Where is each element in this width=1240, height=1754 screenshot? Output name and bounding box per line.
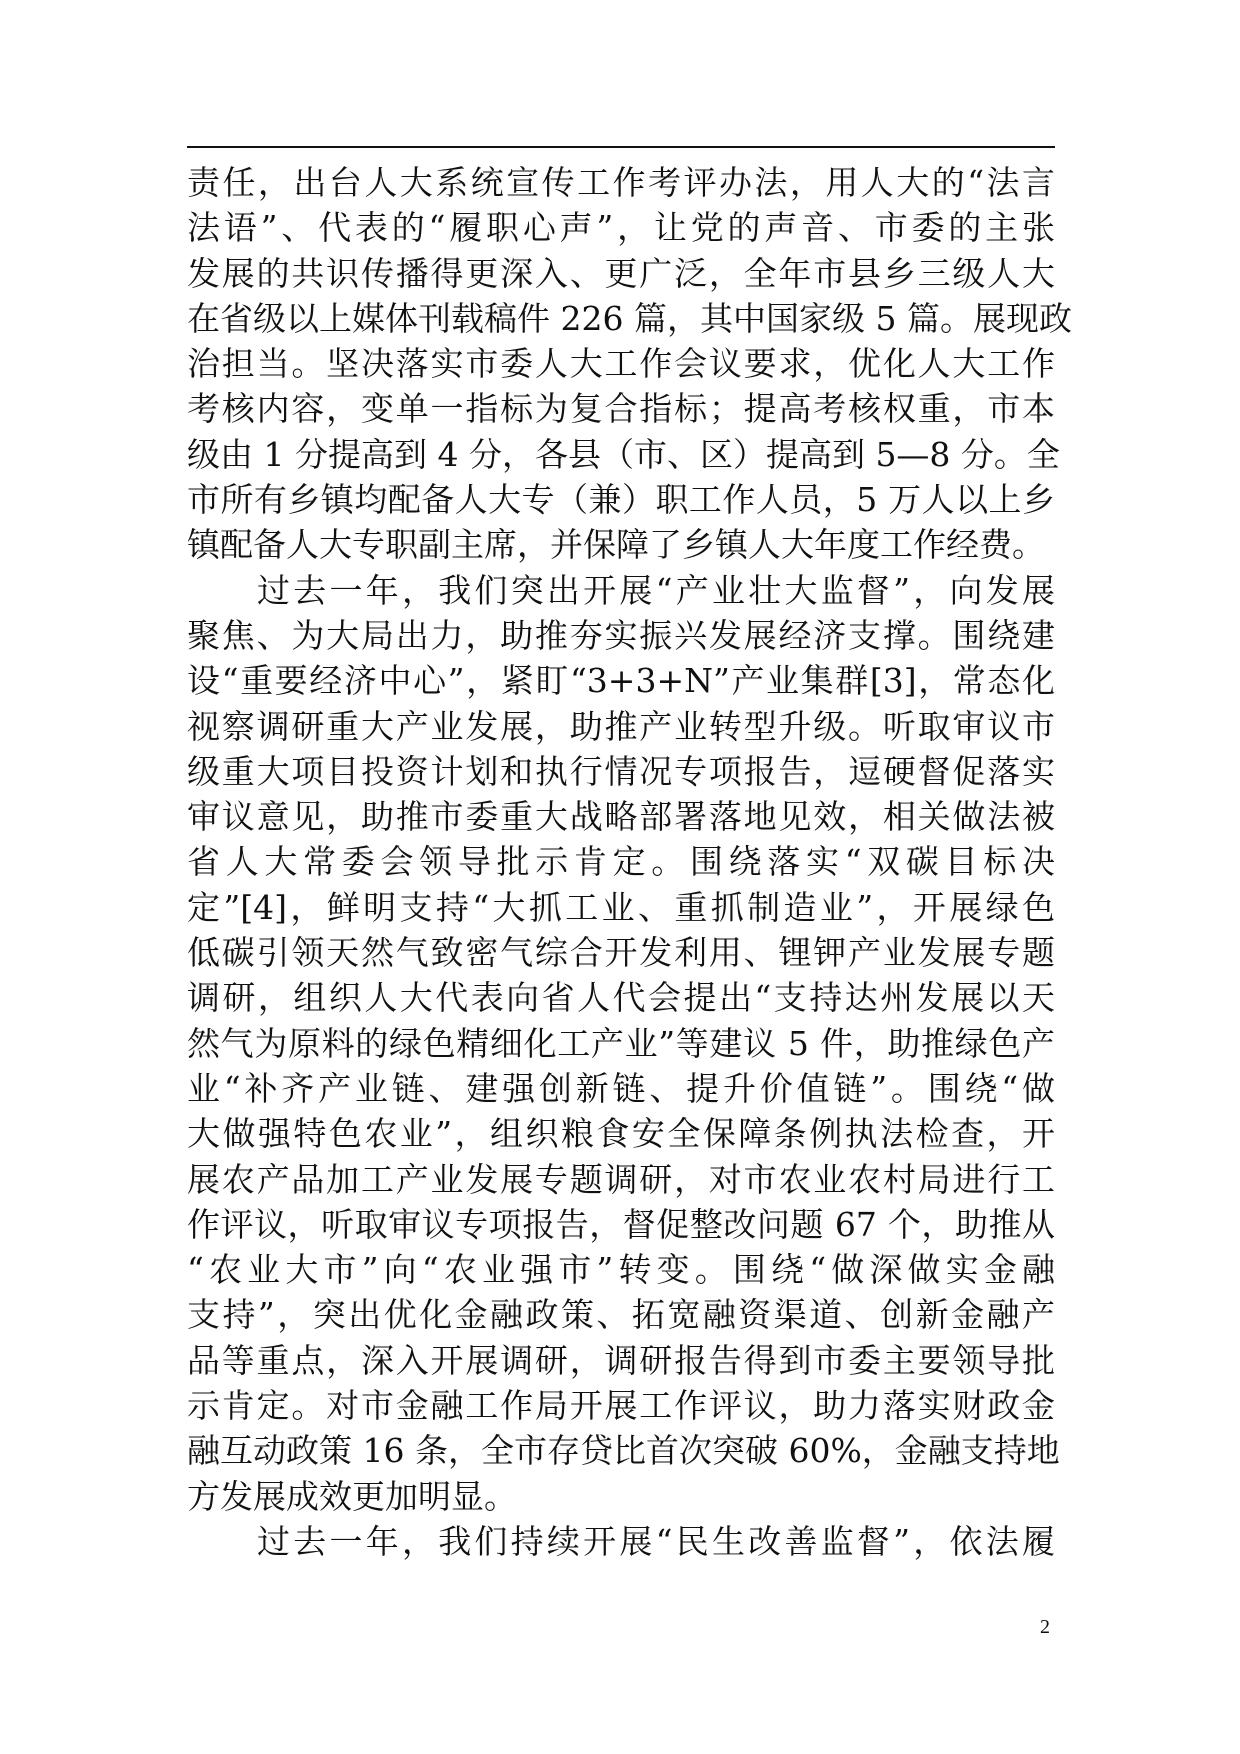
text-line: 示肯定。对市金融工作局开展工作评议，助力落实财政金 — [187, 1386, 1055, 1426]
text-line: 低碳引领天然气致密气综合开发利用、锂钾产业发展专题 — [187, 933, 1055, 973]
text-line: 品等重点，深入开展调研，调研报告得到市委主要领导批 — [187, 1340, 1055, 1380]
text-line: 方发展成效更加明显。 — [187, 1476, 517, 1516]
page-number: 2 — [1040, 1616, 1050, 1638]
text-line: 市所有乡镇均配备人大专（兼）职工作人员，5 万人以上乡 — [187, 480, 1055, 520]
text-line: 定”[4]，鲜明支持“大抓工业、重抓制造业”，开展绿色 — [187, 887, 1055, 927]
text-line: 法语”、代表的“履职心声”，让党的声音、市委的主张 — [187, 208, 1055, 248]
text-line: 作评议，听取审议专项报告，督促整改问题 67 个，助推从 — [187, 1204, 1055, 1244]
header-rule — [187, 146, 1055, 148]
text-line: 考核内容，变单一指标为复合指标；提高考核权重，市本 — [187, 389, 1055, 429]
text-line: 展农产品加工产业发展专题调研，对市农业农村局进行工 — [187, 1159, 1055, 1199]
text-line: 级由 1 分提高到 4 分，各县（市、区）提高到 5—8 分。全 — [187, 434, 1060, 474]
text-line: 大做强特色农业”，组织粮食安全保障条例执法检查，开 — [187, 1114, 1055, 1154]
text-line: 责任，出台人大系统宣传工作考评办法，用人大的“法言 — [187, 163, 1055, 202]
text-line: 审议意见，助推市委重大战略部署落地见效，相关做法被 — [187, 797, 1055, 837]
text-line: 省人大常委会领导批示肯定。围绕落实“双碳目标决 — [187, 842, 1055, 882]
text-line: 治担当。坚决落实市委人大工作会议要求，优化人大工作 — [187, 344, 1055, 384]
text-line: 镇配备人大专职副主席，并保障了乡镇人大年度工作经费。 — [187, 525, 1045, 565]
text-line: 聚焦、为大局出力，助推夯实振兴发展经济支撑。围绕建 — [187, 615, 1055, 655]
text-line: 融互动政策 16 条，全市存贷比首次突破 60%，金融支持地 — [187, 1431, 1060, 1471]
text-line: 然气为原料的绿色精细化工产业”等建议 5 件，助推绿色产 — [187, 1023, 1055, 1063]
paragraph-first-line: 过去一年，我们持续开展“民生改善监督”，依法履 — [257, 1521, 1055, 1561]
text-line: 视察调研重大产业发展，助推产业转型升级。听取审议市 — [187, 706, 1055, 746]
text-line: 发展的共识传播得更深入、更广泛，全年市县乡三级人大 — [187, 253, 1055, 293]
text-line: 级重大项目投资计划和执行情况专项报告，逗硬督促落实 — [187, 751, 1055, 791]
text-line: 调研，组织人大代表向省人代会提出“支持达州发展以天 — [187, 978, 1055, 1018]
text-line: 支持”，突出优化金融政策、拓宽融资渠道、创新金融产 — [187, 1295, 1055, 1335]
text-line: “农业大市”向“农业强市”转变。围绕“做深做实金融 — [187, 1250, 1055, 1290]
text-line: 业“补齐产业链、建强创新链、提升价值链”。围绕“做 — [187, 1068, 1055, 1108]
text-line: 在省级以上媒体刊载稿件 226 篇，其中国家级 5 篇。展现政 — [187, 298, 1072, 338]
body-text — [187, 160, 1072, 1564]
text-line: 设“重要经济中心”，紧盯“3+3+N”产业集群[3]，常态化 — [187, 661, 1055, 701]
paragraph-first-line: 过去一年，我们突出开展“产业壮大监督”，向发展 — [257, 570, 1055, 610]
